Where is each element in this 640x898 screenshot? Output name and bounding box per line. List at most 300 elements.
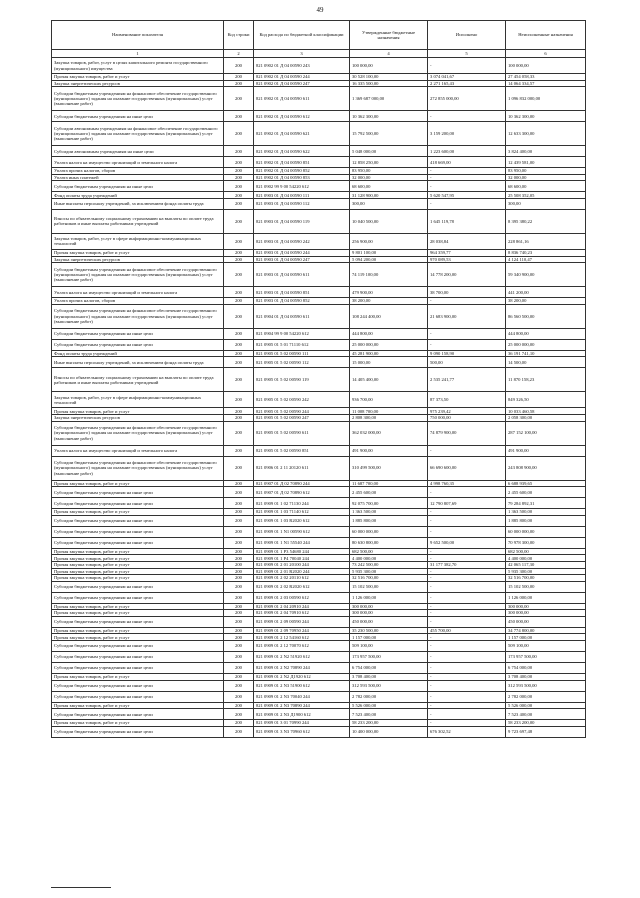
header-row (52, 21, 586, 50)
executed-amount: - (428, 339, 506, 350)
line-code: 200 (224, 480, 254, 487)
expense-code: 821 0903 01 Д 04 00590 247 (254, 256, 350, 263)
table-row (52, 368, 586, 392)
column-index: 6 (506, 50, 586, 58)
unexecuted-amount: 450 000,00 (506, 616, 586, 627)
indicator-name: Взносы по обязательному социальному страхованию на выплаты по оплате труда работников и иные выплаты работникам учреждений (52, 209, 224, 233)
table-row (52, 445, 586, 456)
unexecuted-amount: 509 100,00 (506, 641, 586, 652)
unexecuted-amount: 1 096 832 000,00 (506, 87, 586, 111)
expense-code: 821 0904 01 Д 04 00590 611 (254, 304, 350, 328)
indicator-name: Прочая закупка товаров, работ и услуг (52, 555, 224, 562)
table-row (52, 146, 586, 157)
indicator-name: Субсидии бюджетным учреждениям на иные цели (52, 680, 224, 691)
expense-code: 821 0909 01 2 09 00590 244 (254, 616, 350, 627)
line-code: 200 (224, 339, 254, 350)
executed-amount: - (428, 509, 506, 516)
table-row (52, 233, 586, 249)
unexecuted-amount: 8 395 380,22 (506, 209, 586, 233)
table-row (52, 263, 586, 287)
line-code: 200 (224, 568, 254, 575)
executed-amount: 975 239,42 (428, 408, 506, 415)
indicator-name: Взносы по обязательному социальному страхованию на выплаты по оплате труда работников и иные выплаты работникам учреждений (52, 368, 224, 392)
unexecuted-amount: 70 978 300,00 (506, 537, 586, 548)
column-index: 2 (224, 50, 254, 58)
approved-amount: 9 801 100,00 (350, 249, 428, 256)
indicator-name: Субсидии бюджетным учреждениям на иные цели (52, 592, 224, 603)
indicator-name: Уплата налога на имущество организаций и земельного налога (52, 445, 224, 456)
executed-amount: - (428, 487, 506, 498)
unexecuted-amount: 300 000,00 (506, 610, 586, 617)
table-row (52, 610, 586, 617)
unexecuted-amount: 2 058 300,00 (506, 414, 586, 421)
approved-amount: 45 281 900,00 (350, 350, 428, 357)
approved-amount: 10 362 300,00 (350, 111, 428, 122)
table-row (52, 603, 586, 610)
indicator-name: Субсидии бюджетным учреждениям на иные цели (52, 537, 224, 548)
unexecuted-amount: 100 000,00 (506, 58, 586, 74)
executed-amount: 38 700,00 (428, 287, 506, 298)
unexecuted-amount: 25 508 352,05 (506, 192, 586, 199)
expense-code: 821 0902 01 Д 04 00590 853 (254, 174, 350, 181)
executed-amount: - (428, 555, 506, 562)
executed-amount: 676 302,52 (428, 726, 506, 737)
line-code: 200 (224, 350, 254, 357)
line-code: 200 (224, 174, 254, 181)
executed-amount: - (428, 181, 506, 192)
expense-code: 821 0903 01 Д 04 00590 244 (254, 249, 350, 256)
table-row (52, 627, 586, 634)
approved-amount: 1 157 000,00 (350, 634, 428, 641)
executed-amount: - (428, 445, 506, 456)
unexecuted-amount: 2 455 600,00 (506, 487, 586, 498)
executed-amount: - (428, 702, 506, 709)
table-row (52, 80, 586, 87)
approved-amount: 58 233 200,00 (350, 720, 428, 727)
unexecuted-amount: 287 152 100,00 (506, 421, 586, 445)
indicator-name: Прочая закупка товаров, работ и услуг (52, 249, 224, 256)
unexecuted-amount: 32 000,00 (506, 174, 586, 181)
table-row (52, 487, 586, 498)
line-code: 200 (224, 515, 254, 526)
line-code: 200 (224, 603, 254, 610)
expense-code: 821 0909 01 2 04 20910 244 (254, 603, 350, 610)
indicator-name: Уплата налога на имущество организаций и земельного налога (52, 157, 224, 168)
line-code: 200 (224, 548, 254, 555)
unexecuted-amount: 849 326,50 (506, 392, 586, 408)
table-row (52, 526, 586, 537)
expense-code: 821 0909 01 1 03 R2020 612 (254, 515, 350, 526)
table-row (52, 592, 586, 603)
expense-code: 821 0909 01 1 P4 70040 244 (254, 555, 350, 562)
indicator-name: Субсидии бюджетным учреждениям на иные цели (52, 652, 224, 663)
approved-amount: 936 700,00 (350, 392, 428, 408)
line-code: 200 (224, 680, 254, 691)
approved-amount: 14 405 400,00 (350, 368, 428, 392)
table-row (52, 537, 586, 548)
executed-amount: 2 271 165,43 (428, 80, 506, 87)
unexecuted-amount: 2 782 000,00 (506, 691, 586, 702)
unexecuted-amount: 14 500,00 (506, 357, 586, 368)
table-row (52, 663, 586, 674)
approved-amount: 491 900,00 (350, 445, 428, 456)
indicator-name: Субсидии бюджетным учреждениям на финансовое обеспечение государственного (муниципального) задания на оказание государственных (муниципальных) услуг (выполнение работ) (52, 87, 224, 111)
table-row (52, 249, 586, 256)
unexecuted-amount: 86 560 500,00 (506, 304, 586, 328)
approved-amount: 362 032 000,00 (350, 421, 428, 445)
executed-amount: 970 089,53 (428, 256, 506, 263)
unexecuted-amount: 6 688 939,65 (506, 480, 586, 487)
table-row (52, 392, 586, 408)
expense-code: 821 0909 01 3 01 70990 244 (254, 720, 350, 727)
unexecuted-amount: 8 836 740,23 (506, 249, 586, 256)
table-row (52, 168, 586, 175)
indicator-name: Уплата прочих налогов, сборов (52, 168, 224, 175)
executed-amount: - (428, 674, 506, 681)
expense-code: 821 0909 01 2 02 R2020 612 (254, 581, 350, 592)
header-unexecuted: Неисполненные назначения (506, 21, 586, 50)
approved-amount: 5 094 200,00 (350, 256, 428, 263)
expense-code: 821 0909 01 2 12 54160 612 (254, 634, 350, 641)
executed-amount: 87 373,50 (428, 392, 506, 408)
unexecuted-amount: 9 723 697,48 (506, 726, 586, 737)
unexecuted-amount: 60 000 000,00 (506, 526, 586, 537)
approved-amount: 1 363 500,00 (350, 509, 428, 516)
table-row (52, 548, 586, 555)
executed-amount: - (428, 168, 506, 175)
executed-amount: 9 652 500,00 (428, 537, 506, 548)
expense-code: 821 0902 01 Д 04 00590 244 (254, 74, 350, 81)
unexecuted-amount: 42 065 117,30 (506, 561, 586, 568)
expense-code: 821 0909 01 2 04 70910 612 (254, 610, 350, 617)
line-code: 200 (224, 691, 254, 702)
table-row (52, 726, 586, 737)
expense-code: 821 0902 99 9 00 54220 612 (254, 181, 350, 192)
line-code: 200 (224, 526, 254, 537)
executed-amount: - (428, 603, 506, 610)
indicator-name: Уплата налога на имущество организаций и земельного налога (52, 287, 224, 298)
approved-amount: 68 600,00 (350, 181, 428, 192)
approved-amount: 6 754 000,00 (350, 663, 428, 674)
approved-amount: 312 593 500,00 (350, 680, 428, 691)
approved-amount: 310 499 500,00 (350, 456, 428, 480)
line-code: 200 (224, 592, 254, 603)
expense-code: 821 0905 01 5 02 00590 119 (254, 368, 350, 392)
line-code: 200 (224, 181, 254, 192)
unexecuted-amount: 300,00 (506, 198, 586, 209)
unexecuted-amount: 243 808 900,00 (506, 456, 586, 480)
table-row (52, 181, 586, 192)
approved-amount: 10 400 000,00 (350, 726, 428, 737)
table-row (52, 287, 586, 298)
approved-amount: 80 630 800,00 (350, 537, 428, 548)
unexecuted-amount: 25 000 000,00 (506, 339, 586, 350)
table-row (52, 674, 586, 681)
executed-amount: - (428, 680, 506, 691)
line-code: 200 (224, 263, 254, 287)
approved-amount: 509 100,00 (350, 641, 428, 652)
indicator-name: Субсидии бюджетным учреждениям на иные цели (52, 581, 224, 592)
indicator-name: Прочая закупка товаров, работ и услуг (52, 74, 224, 81)
indicator-name: Закупка товаров, работ, услуг в сфере информационно-коммуникационных технологий (52, 392, 224, 408)
unexecuted-amount: 10 362 300,00 (506, 111, 586, 122)
unexecuted-amount: 27 454 058,33 (506, 74, 586, 81)
line-code: 200 (224, 233, 254, 249)
table-row (52, 581, 586, 592)
line-code: 200 (224, 509, 254, 516)
executed-amount: - (428, 691, 506, 702)
indicator-name: Прочая закупка товаров, работ и услуг (52, 610, 224, 617)
table-row (52, 421, 586, 445)
expense-code: 821 0903 01 Д 04 00590 611 (254, 263, 350, 287)
indicator-name: Субсидии бюджетным учреждениям на иные цели (52, 641, 224, 652)
line-code: 200 (224, 328, 254, 339)
indicator-name: Субсидии бюджетным учреждениям на иные цели (52, 691, 224, 702)
executed-amount: 272 855 000,00 (428, 87, 506, 111)
expense-code: 821 0907 01 Д 02 70890 244 (254, 480, 350, 487)
unexecuted-amount: 14 064 334,57 (506, 80, 586, 87)
line-code: 200 (224, 421, 254, 445)
approved-amount: 1 369 687 000,00 (350, 87, 428, 111)
approved-amount: 10 040 500,00 (350, 209, 428, 233)
approved-amount: 2 782 000,00 (350, 691, 428, 702)
line-code: 200 (224, 368, 254, 392)
unexecuted-amount: 682 500,00 (506, 548, 586, 555)
indicator-name: Иные выплаты персоналу учреждений, за исключением фонда оплаты труда (52, 198, 224, 209)
executed-amount: 455 700,00 (428, 627, 506, 634)
expense-code: 821 0904 99 9 00 54220 612 (254, 328, 350, 339)
approved-amount: 31 128 900,00 (350, 192, 428, 199)
unexecuted-amount: 83 950,00 (506, 168, 586, 175)
executed-amount: 14 778 200,00 (428, 263, 506, 287)
approved-amount: 108 244 400,00 (350, 304, 428, 328)
line-code: 200 (224, 287, 254, 298)
line-code: 200 (224, 87, 254, 111)
indicator-name: Прочая закупка товаров, работ и услуг (52, 702, 224, 709)
indicator-name: Субсидии бюджетным учреждениям на иные цели (52, 339, 224, 350)
approved-amount: 682 500,00 (350, 548, 428, 555)
indicator-name: Субсидии бюджетным учреждениям на иные цели (52, 526, 224, 537)
approved-amount: 32 000,00 (350, 174, 428, 181)
table-row (52, 408, 586, 415)
table-row (52, 652, 586, 663)
executed-amount: 9 090 158,90 (428, 350, 506, 357)
approved-amount: 35 230 500,00 (350, 627, 428, 634)
indicator-name: Уплата иных платежей (52, 174, 224, 181)
expense-code: 821 0909 01 2 03 00590 612 (254, 592, 350, 603)
approved-amount: 5 048 000,00 (350, 146, 428, 157)
line-code: 200 (224, 652, 254, 663)
line-code: 200 (224, 641, 254, 652)
approved-amount: 15 000,00 (350, 357, 428, 368)
approved-amount: 1 126 000,00 (350, 592, 428, 603)
column-index: 1 (52, 50, 224, 58)
expense-code: 821 0909 01 2 12 70070 612 (254, 641, 350, 652)
unexecuted-amount: 12 439 581,00 (506, 157, 586, 168)
table-row (52, 480, 586, 487)
expense-code: 821 0903 01 Д 04 00590 112 (254, 198, 350, 209)
approved-amount: 16 335 500,00 (350, 80, 428, 87)
unexecuted-amount: 4 124 110,47 (506, 256, 586, 263)
executed-amount: 31 177 382,70 (428, 561, 506, 568)
approved-amount: 11 008 700,00 (350, 408, 428, 415)
unexecuted-amount: 1 363 500,00 (506, 509, 586, 516)
indicator-name: Прочая закупка товаров, работ и услуг (52, 627, 224, 634)
executed-amount: - (428, 641, 506, 652)
header-executed: Исполнено (428, 21, 506, 50)
executed-amount: 74 879 900,00 (428, 421, 506, 445)
line-code: 200 (224, 304, 254, 328)
executed-amount: - (428, 592, 506, 603)
approved-amount: 450 000,00 (350, 616, 428, 627)
line-code: 200 (224, 168, 254, 175)
executed-amount: - (428, 610, 506, 617)
executed-amount: 964 359,77 (428, 249, 506, 256)
expense-code: 821 0909 01 2 01 R2020 244 (254, 568, 350, 575)
indicator-name: Прочая закупка товаров, работ и услуг (52, 720, 224, 727)
table-row (52, 298, 586, 305)
expense-code: 821 0909 01 1 02 71130 244 (254, 498, 350, 509)
unexecuted-amount: 32 516 700,00 (506, 575, 586, 582)
executed-amount: 21 683 900,00 (428, 304, 506, 328)
table-row (52, 304, 586, 328)
header-expense-code: Код расхода по бюджетной классификации (254, 21, 350, 50)
executed-amount: - (428, 720, 506, 727)
line-code: 200 (224, 111, 254, 122)
expense-code: 821 0909 01 2 09 70950 244 (254, 627, 350, 634)
unexecuted-amount: 12 633 300,00 (506, 122, 586, 146)
indicator-name: Субсидии автономным учреждениям на финансовое обеспечение государственного (муниципального) задания на оказание государственных (муниципальных) услуг (выполнение работ) (52, 122, 224, 146)
expense-code: 821 0905 01 5 02 00590 111 (254, 350, 350, 357)
expense-code: 821 0905 01 5 02 00590 851 (254, 445, 350, 456)
line-code: 200 (224, 616, 254, 627)
indicator-name: Закупка энергетических ресурсов (52, 256, 224, 263)
line-code: 200 (224, 575, 254, 582)
indicator-name: Прочая закупка товаров, работ и услуг (52, 568, 224, 575)
indicator-name: Субсидии автономным учреждениям на иные цели (52, 146, 224, 157)
expense-code: 821 0907 01 Д 02 70890 612 (254, 487, 350, 498)
budget-table (51, 20, 586, 738)
line-code: 200 (224, 249, 254, 256)
line-code: 200 (224, 674, 254, 681)
indicator-name: Прочая закупка товаров, работ и услуг (52, 575, 224, 582)
approved-amount: 92 075 700,00 (350, 498, 428, 509)
indicator-name: Субсидии бюджетным учреждениям на иные цели (52, 616, 224, 627)
approved-amount: 256 900,00 (350, 233, 428, 249)
expense-code: 821 0902 01 Д 04 00590 243 (254, 58, 350, 74)
approved-amount: 15 792 500,00 (350, 122, 428, 146)
table-row (52, 568, 586, 575)
executed-amount: - (428, 198, 506, 209)
expense-code: 821 0909 01 1 N1 55540 244 (254, 537, 350, 548)
executed-amount: - (428, 652, 506, 663)
indicator-name: Субсидии бюджетным учреждениям на иные цели (52, 663, 224, 674)
unexecuted-amount: 4 400 000,00 (506, 555, 586, 562)
executed-amount: - (428, 568, 506, 575)
indicator-name: Субсидии бюджетным учреждениям на иные цели (52, 487, 224, 498)
unexecuted-amount: 36 191 741,10 (506, 350, 586, 357)
table-row (52, 634, 586, 641)
line-code: 200 (224, 80, 254, 87)
expense-code: 821 0909 01 2 N3 70890 244 (254, 702, 350, 709)
table-row (52, 328, 586, 339)
indicator-name: Прочая закупка товаров, работ и услуг (52, 634, 224, 641)
executed-amount: 500,00 (428, 357, 506, 368)
unexecuted-amount: 444 800,00 (506, 328, 586, 339)
approved-amount: 300,00 (350, 198, 428, 209)
expense-code: 821 0909 01 1 P3 54680 244 (254, 548, 350, 555)
expense-code: 821 0909 01 3 N3 70960 612 (254, 726, 350, 737)
indicator-name: Субсидии бюджетным учреждениям на иные цели (52, 181, 224, 192)
line-code: 200 (224, 720, 254, 727)
table-row (52, 498, 586, 509)
approved-amount: 38 200,00 (350, 298, 428, 305)
indicator-name: Прочая закупка товаров, работ и услуг (52, 509, 224, 516)
line-code: 200 (224, 74, 254, 81)
header-approved: Утвержденные бюджетные назначения (350, 21, 428, 50)
approved-amount: 12 858 250,00 (350, 157, 428, 168)
unexecuted-amount: 5 526 000,00 (506, 702, 586, 709)
table-row (52, 209, 586, 233)
expense-code: 821 0902 01 Д 04 00590 621 (254, 122, 350, 146)
indicator-name: Субсидии бюджетным учреждениям на финансовое обеспечение государственного (муниципального) задания на оказание государственных (муниципальных) услуг (выполнение работ) (52, 304, 224, 328)
approved-amount: 173 957 500,00 (350, 652, 428, 663)
indicator-name: Иные выплаты персоналу учреждений, за исключением фонда оплаты труда (52, 357, 224, 368)
executed-amount: - (428, 526, 506, 537)
expense-code: 821 0902 01 Д 04 00590 852 (254, 168, 350, 175)
unexecuted-amount: 1 157 000,00 (506, 634, 586, 641)
unexecuted-amount: 58 233 200,00 (506, 720, 586, 727)
line-code: 200 (224, 198, 254, 209)
line-code: 200 (224, 357, 254, 368)
approved-amount: 300 000,00 (350, 610, 428, 617)
header-name: Наименование показателя (52, 21, 224, 50)
approved-amount: 83 950,00 (350, 168, 428, 175)
expense-code: 821 0902 01 Д 04 00590 247 (254, 80, 350, 87)
executed-amount: - (428, 634, 506, 641)
table-row (52, 414, 586, 421)
unexecuted-amount: 173 957 500,00 (506, 652, 586, 663)
executed-amount: - (428, 298, 506, 305)
expense-code: 821 0909 01 2 N2 Д1920 612 (254, 674, 350, 681)
footer-rule (51, 887, 111, 888)
line-code: 200 (224, 498, 254, 509)
approved-amount: 5 526 000,00 (350, 702, 428, 709)
expense-code: 821 0905 01 5 02 00590 242 (254, 392, 350, 408)
line-code: 200 (224, 122, 254, 146)
table-row (52, 616, 586, 627)
approved-amount: 5 935 300,00 (350, 568, 428, 575)
line-code: 200 (224, 702, 254, 709)
expense-code: 821 0909 01 1 N1 00590 612 (254, 526, 350, 537)
indicator-name: Субсидии бюджетным учреждениям на финансовое обеспечение государственного (муниципального) задания на оказание государственных (муниципальных) услуг (выполнение работ) (52, 263, 224, 287)
line-code: 200 (224, 627, 254, 634)
line-code: 200 (224, 298, 254, 305)
table-row (52, 575, 586, 582)
indicator-name: Фонд оплаты труда учреждений (52, 350, 224, 357)
table-row (52, 192, 586, 199)
line-code: 200 (224, 555, 254, 562)
table-row (52, 256, 586, 263)
table-row (52, 555, 586, 562)
header-line-code: Код строки (224, 21, 254, 50)
expense-code: 821 0909 01 1 03 71140 612 (254, 509, 350, 516)
expense-code: 821 0905 01 5 02 00590 611 (254, 421, 350, 445)
line-code: 200 (224, 414, 254, 421)
page-number: 49 (316, 6, 324, 14)
line-code: 200 (224, 634, 254, 641)
table-row (52, 58, 586, 74)
